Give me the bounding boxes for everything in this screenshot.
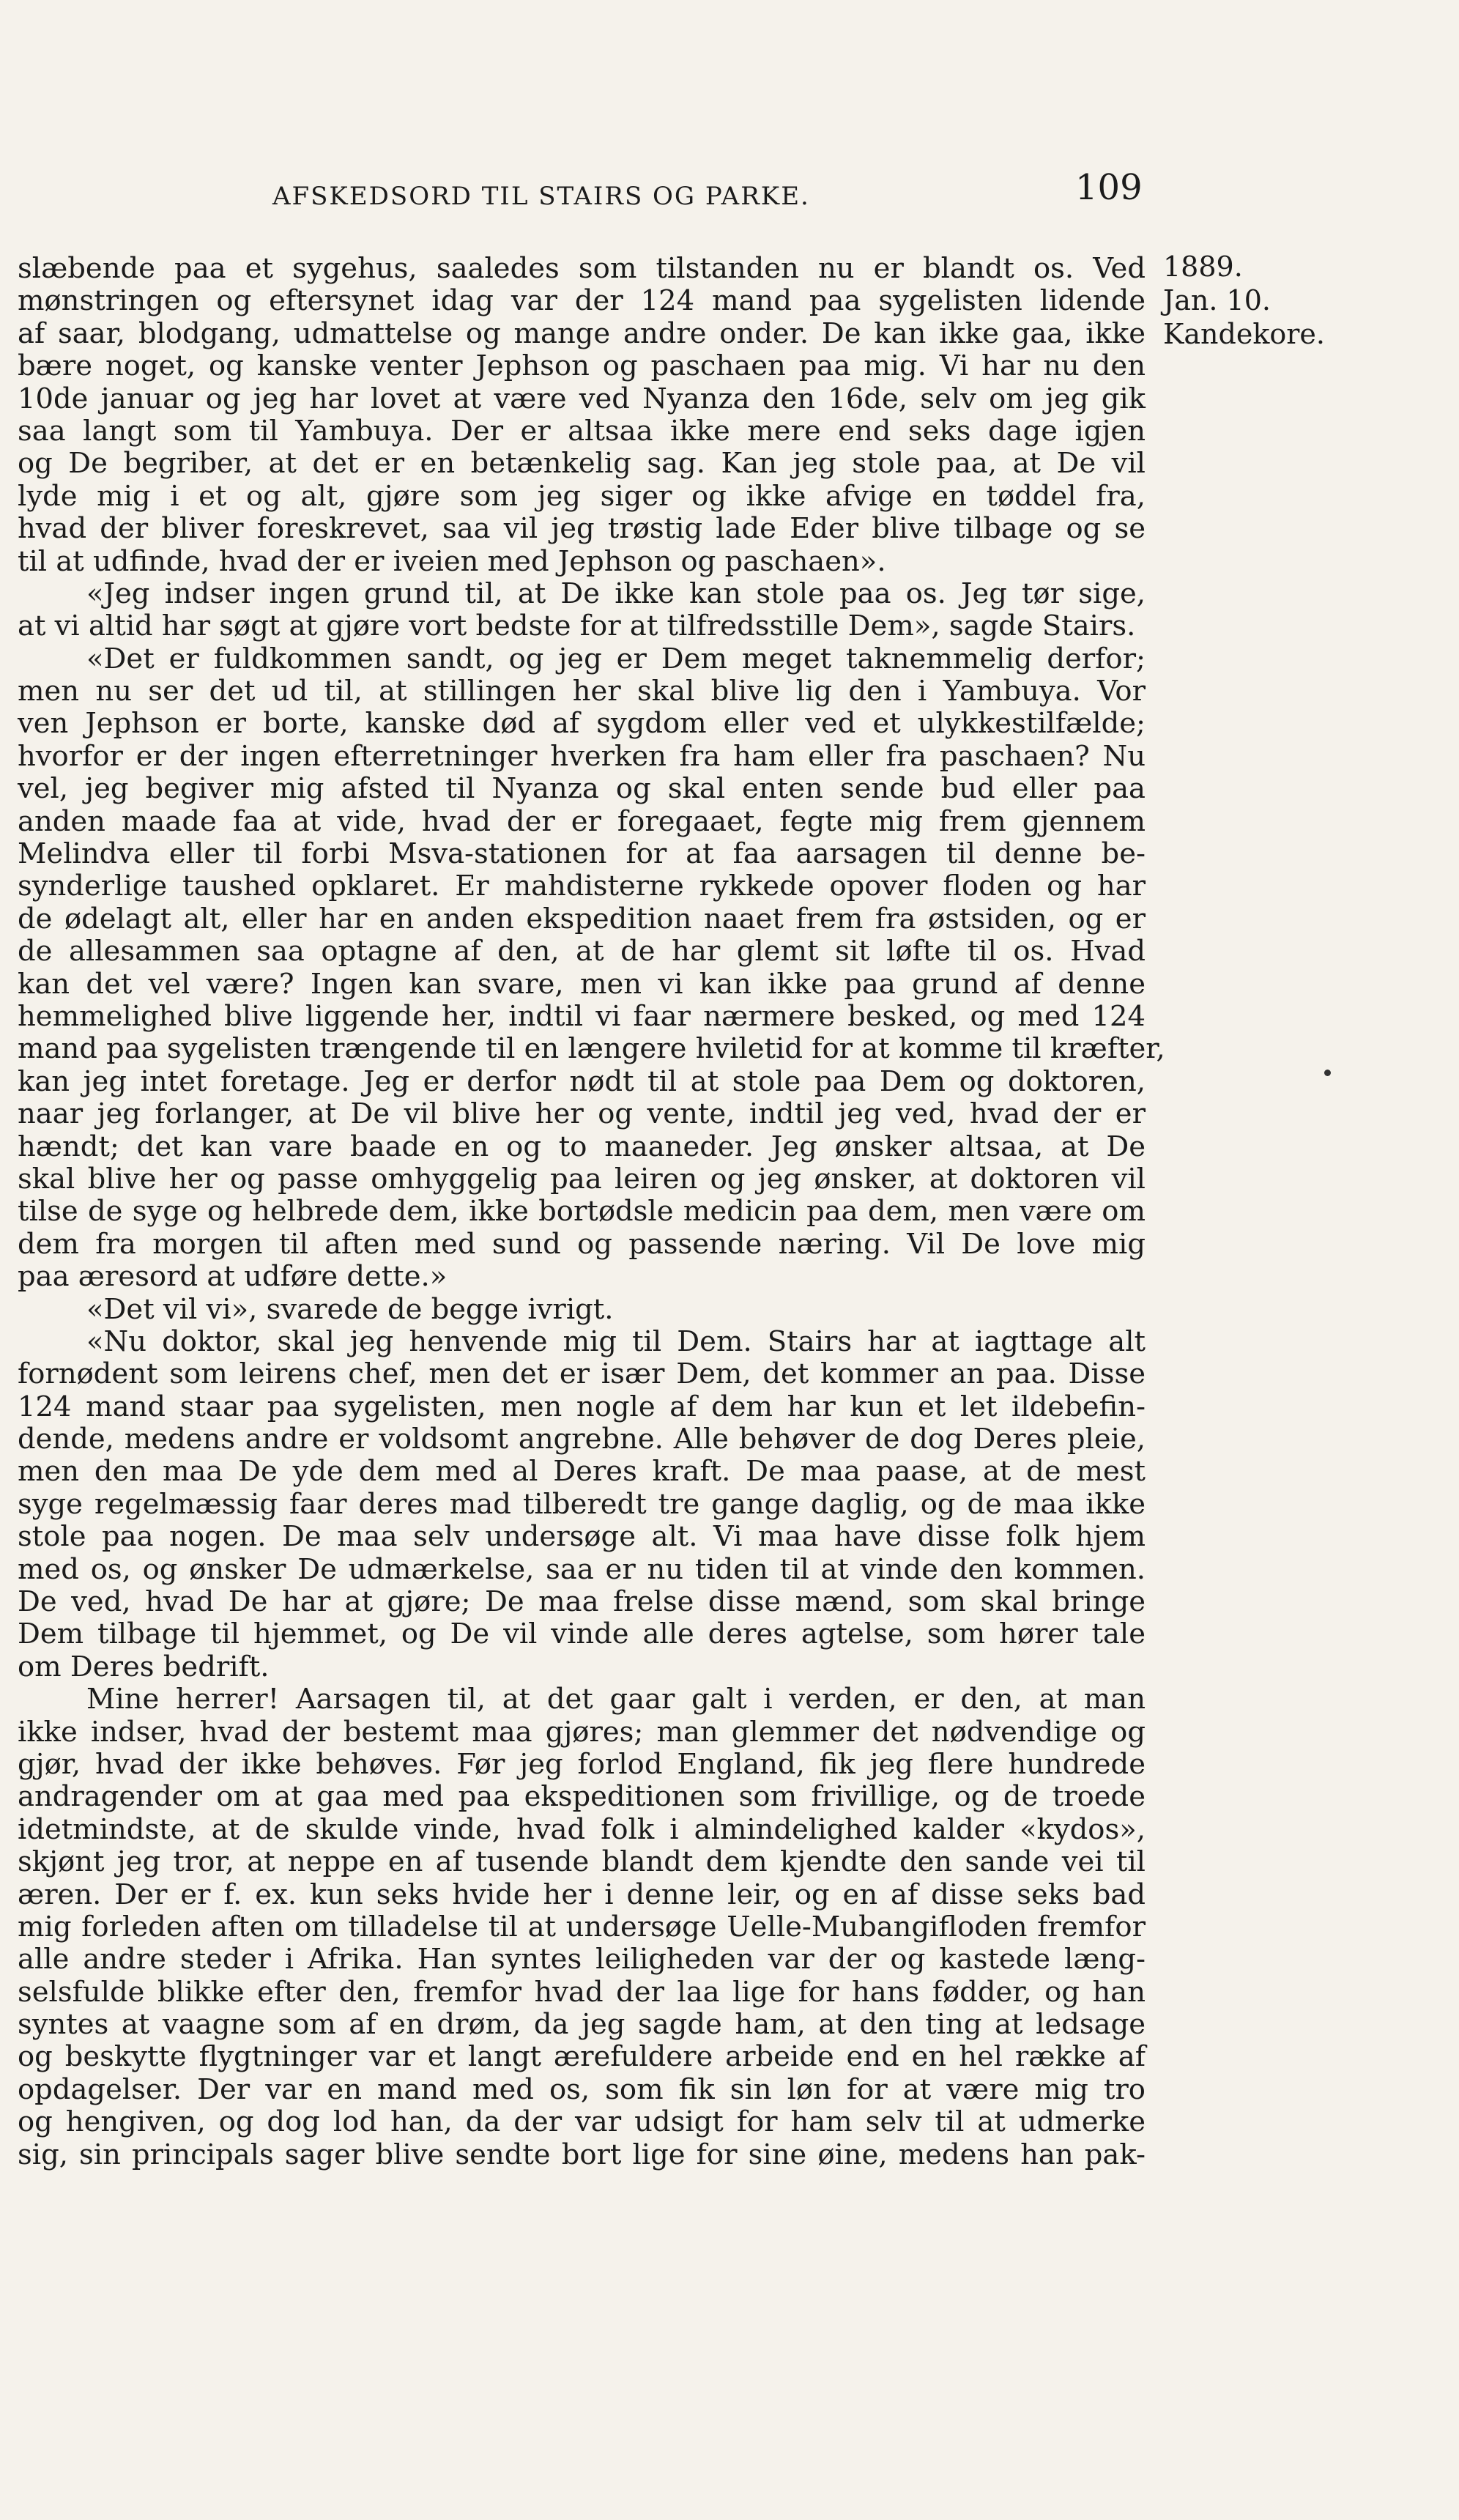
text-line: til at udfinde, hvad der er iveien med Jephson og paschaen». — [18, 544, 886, 578]
text-line: men den maa De yde dem med al Deres kraft. De maa paase, at de mest — [18, 1455, 1146, 1489]
text-line: med os, og ønsker De udmærkelse, saa er nu tiden til at vinde den kommen. — [18, 1552, 1146, 1586]
margin-note-year: 1889. — [1163, 251, 1243, 283]
text-line: alle andre steder i Afrika. Han syntes leiligheden var der og kastede læng- — [18, 1943, 1146, 1976]
text-line: 124 mand staar paa sygelisten, men nogle af dem har kun et let ildebefin- — [18, 1390, 1146, 1423]
text-line: hvad der bliver foreskrevet, saa vil jeg trøstig lade Eder blive tilbage og se — [18, 512, 1146, 546]
text-line: sig, sin principals sager blive sendte bort lige for sine øine, medens han pak- — [18, 2138, 1146, 2171]
text-line: andragender om at gaa med paa ekspeditionen som frivillige, og de troede — [18, 1780, 1146, 1814]
text-line: «Det er fuldkommen sandt, og jeg er Dem meget taknemmelig derfor; — [86, 642, 1146, 675]
text-line: ven Jephson er borte, kanske død af sygdom eller ved et ulykkestilfælde; — [18, 707, 1146, 741]
text-line: ikke indser, hvad der bestemt maa gjøres; man glemmer det nødvendige og — [18, 1715, 1146, 1749]
text-line: hemmelighed blive liggende her, indtil vi faar nærmere besked, og med 124 — [18, 999, 1146, 1033]
text-line: «Det vil vi», svarede de begge ivrigt. — [86, 1292, 614, 1326]
text-line: tilse de syge og helbrede dem, ikke bortødsle medicin paa dem, men være om — [18, 1195, 1146, 1228]
text-line: gjør, hvad der ikke behøves. Før jeg forlod England, fik jeg flere hundrede — [18, 1747, 1146, 1781]
text-line: fornødent som leirens chef, men det er især Dem, det kommer an paa. Disse — [18, 1357, 1146, 1391]
text-line: selsfulde blikke efter den, fremfor hvad der laa lige for hans fødder, og han — [18, 1975, 1146, 2009]
text-line: vel, jeg begiver mig afsted til Nyanza og skal enten sende bud eller paa — [18, 772, 1146, 806]
ink-speck — [1324, 1070, 1331, 1076]
text-line: «Nu doktor, skal jeg henvende mig til Dem. Stairs har at iagttage alt — [86, 1324, 1146, 1358]
text-line: af saar, blodgang, udmattelse og mange andre onder. De kan ikke gaa, ikke — [18, 316, 1146, 350]
text-line: saa langt som til Yambuya. Der er altsaa ikke mere end seks dage igjen — [18, 414, 1146, 448]
body-text — [18, 252, 1165, 2171]
text-line: De ved, hvad De har at gjøre; De maa frelse disse mænd, som skal bringe — [18, 1585, 1146, 1619]
text-line: slæbende paa et sygehus, saaledes som tilstanden nu er blandt os. Ved — [18, 252, 1146, 285]
text-line: at vi altid har søgt at gjøre vort bedste for at tilfredsstille Dem», sagde Stairs. — [18, 609, 1136, 643]
text-line: «Jeg indser ingen grund til, at De ikke kan stole paa os. Jeg tør sige, — [86, 577, 1146, 610]
text-line: dende, medens andre er voldsomt angrebne. Alle behøver de dog Deres pleie, — [18, 1423, 1146, 1456]
text-line: stole paa nogen. De maa selv undersøge alt. Vi maa have disse folk hjem — [18, 1520, 1146, 1554]
text-line: kan jeg intet foretage. Jeg er derfor nødt til at stole paa Dem og doktoren, — [18, 1064, 1146, 1098]
page-number: 109 — [1075, 167, 1143, 208]
text-line: og hengiven, og dog lod han, da der var udsigt for ham selv til at udmerke — [18, 2105, 1146, 2139]
text-line: naar jeg forlanger, at De vil blive her og vente, indtil jeg ved, hvad der er — [18, 1097, 1146, 1131]
text-line: Melindva eller til forbi Msva-stationen for at faa aarsagen til denne be- — [18, 837, 1146, 871]
margin-note-place: Kandekore. — [1163, 318, 1325, 350]
text-line: de ødelagt alt, eller har en anden ekspedition naaet frem fra østsiden, og er — [18, 902, 1146, 935]
text-line: opdagelser. Der var en mand med os, som fik sin løn for at være mig tro — [18, 2072, 1146, 2106]
text-line: anden maade faa at vide, hvad der er foregaaet, fegte mig frem gjennem — [18, 804, 1146, 838]
text-line: og De begriber, at det er en betænkelig sag. Kan jeg stole paa, at De vil — [18, 447, 1146, 481]
text-line: syge regelmæssig faar deres mad tilberedt tre gange daglig, og de maa ikke — [18, 1487, 1146, 1521]
text-line: Dem tilbage til hjemmet, og De vil vinde alle deres agtelse, som hører tale — [18, 1617, 1146, 1651]
text-line: men nu ser det ud til, at stillingen her skal blive lig den i Yambuya. Vor — [18, 675, 1146, 708]
margin-note-date: Jan. 10. — [1163, 284, 1271, 316]
text-line: skal blive her og passe omhyggelig paa leiren og jeg ønsker, at doktoren vil — [18, 1162, 1146, 1196]
text-line: skjønt jeg tror, at neppe en af tusende blandt dem kjendte den sande vei til — [18, 1845, 1146, 1879]
text-line: mand paa sygelisten trængende til en længere hviletid for at komme til kræfter, — [18, 1032, 1165, 1066]
text-line: 10de januar og jeg har lovet at være ved Nyanza den 16de, selv om jeg gik — [18, 382, 1146, 415]
text-line: idetmindste, at de skulde vinde, hvad folk i almindelighed kalder «kydos», — [18, 1812, 1146, 1846]
text-line: bære noget, og kanske venter Jephson og paschaen paa mig. Vi har nu den — [18, 349, 1146, 383]
text-line: mønstringen og eftersynet idag var der 124 mand paa sygelisten lidende — [18, 284, 1146, 318]
text-line: og beskytte flygtninger var et langt ærefuldere arbeide end en hel række af — [18, 2040, 1146, 2074]
text-line: syntes at vaagne som af en drøm, da jeg sagde ham, at den ting at ledsage — [18, 2008, 1146, 2042]
text-line: hvorfor er der ingen efterretninger hverken fra ham eller fra paschaen? Nu — [18, 739, 1146, 773]
text-line: mig forleden aften om tilladelse til at undersøge Uelle-Mubangifloden fremfor — [18, 1910, 1146, 1943]
text-line: æren. Der er f. ex. kun seks hvide her i denne leir, og en af disse seks bad — [18, 1878, 1146, 1911]
text-line: dem fra morgen til aften med sund og passende næring. Vil De love mig — [18, 1227, 1146, 1261]
text-line: om Deres bedrift. — [18, 1650, 270, 1683]
text-line: kan det vel være? Ingen kan svare, men vi kan ikke paa grund af denne — [18, 967, 1146, 1001]
text-line: Mine herrer! Aarsagen til, at det gaar galt i verden, er den, at man — [86, 1683, 1146, 1716]
text-line: synderlige taushed opklaret. Er mahdisterne rykkede opover floden og har — [18, 870, 1146, 903]
text-line: paa æresord at udføre dette.» — [18, 1260, 448, 1294]
text-line: de allesammen saa optagne af den, at de har glemt sit løfte til os. Hvad — [18, 935, 1146, 968]
text-line: hændt; det kan vare baade en og to maaneder. Jeg ønsker altsaa, at De — [18, 1130, 1146, 1163]
running-title: AFSKEDSORD TIL STAIRS OG PARKE. — [272, 182, 810, 211]
text-line: lyde mig i et og alt, gjøre som jeg siger og ikke afvige en tøddel fra, — [18, 479, 1146, 513]
